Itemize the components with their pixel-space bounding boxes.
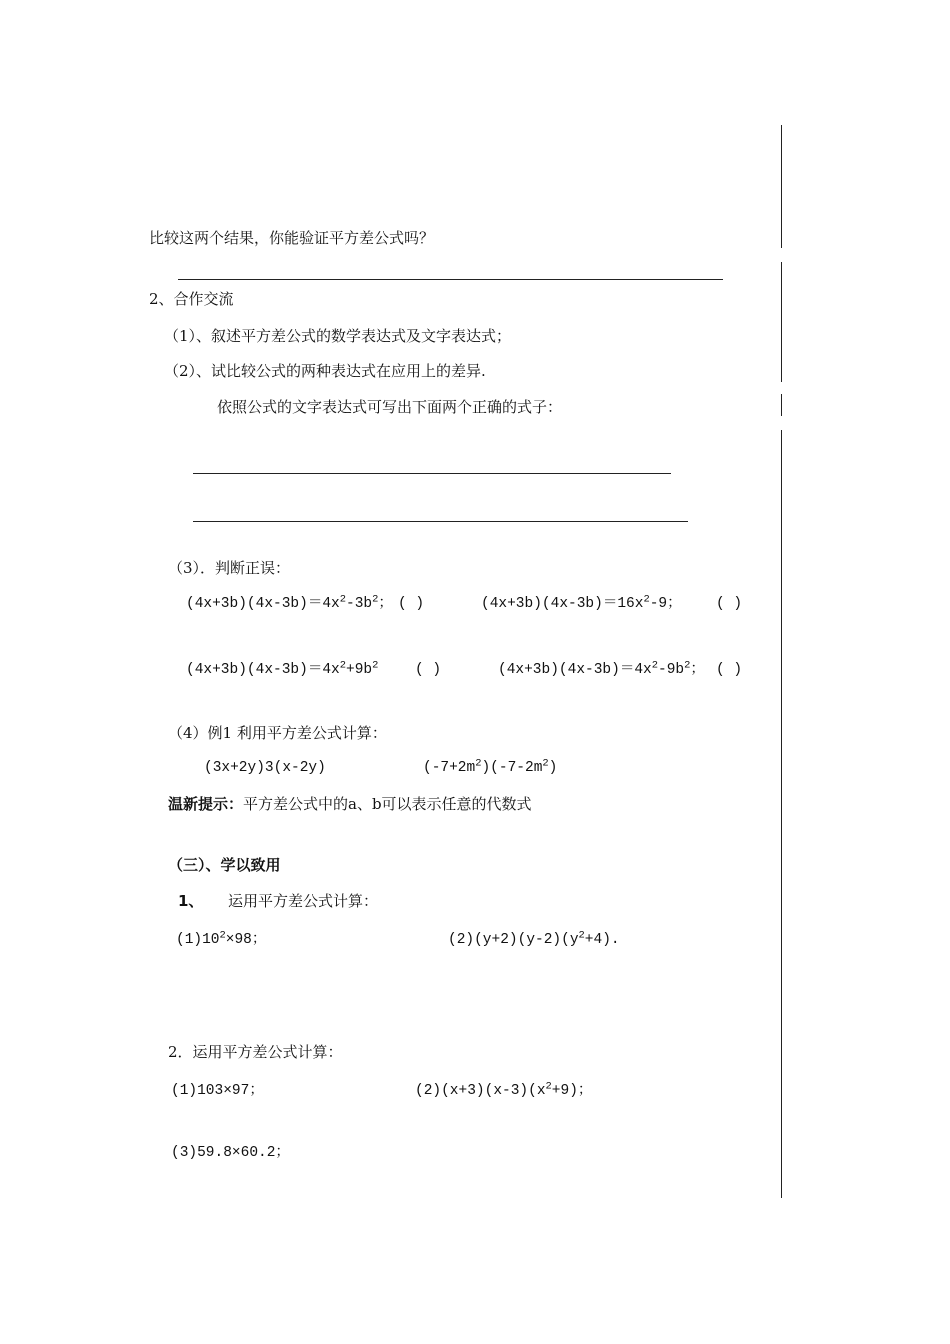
answer-line-2	[193, 473, 671, 474]
tip	[168, 794, 532, 814]
example-expression-a: (3x+2y)3(x-2y)	[204, 760, 326, 776]
q2-expression-c: (3)59.8×60.2；	[171, 1145, 290, 1161]
judge-answer-blank-1[interactable]: ( )	[398, 596, 425, 612]
judge-expression-3: $(4x+3b)(4x-3b)=4x^2+9b^2$	[186, 659, 379, 678]
item3-label: （3）．判断正误：	[168, 559, 291, 577]
section2-heading: 2、合作交流	[149, 290, 234, 308]
judge-answer-blank-2[interactable]: ( )	[716, 596, 743, 612]
compare-question: 比较这两个结果，你能验证平方差公式吗？	[149, 229, 435, 247]
margin-rule-3	[781, 394, 782, 416]
q1-expression-a: $(1)10^2\times 98$；	[176, 929, 267, 948]
section3-heading: （三）、学以致用	[168, 856, 281, 874]
item4-label: （4）例1 利用平方差公式计算：	[168, 724, 387, 742]
judge-answer-blank-3[interactable]: ( )	[415, 662, 442, 678]
item2-text: （2）、试比较公式的两种表达式在应用上的差异.	[164, 362, 486, 380]
margin-rule-1	[781, 125, 782, 248]
judge-expression-2: $(4x+3b)(4x-3b)=16x^2-9$；	[481, 593, 682, 612]
example-expression-b: $(-7+2m^2)(-7-2m^2)$	[423, 757, 558, 776]
q2-expression-b: $(2)(x+3)(x-3)(x^2+9)$；	[415, 1080, 593, 1099]
answer-line-1	[178, 279, 723, 280]
tip-label: 温新提示：	[168, 795, 244, 813]
q1-expression-b: $(2)(y+2)(y-2)(y^2+4)$.	[448, 929, 620, 948]
instruction-text: 依照公式的文字表达式可写出下面两个正确的式子：	[217, 398, 563, 416]
item1-text: （1）、叙述平方差公式的数学表达式及文字表达式；	[164, 327, 512, 345]
margin-rule-4	[781, 430, 782, 1198]
q2-expression-a: (1)103×97；	[171, 1083, 264, 1099]
answer-line-3	[193, 521, 688, 522]
judge-answer-blank-4[interactable]: ( )	[716, 662, 743, 678]
q2-label: 2．运用平方差公式计算：	[168, 1043, 343, 1061]
q1-text: 运用平方差公式计算：	[228, 892, 379, 910]
q1-label: 1、	[178, 892, 204, 910]
margin-rule-2	[781, 262, 782, 382]
judge-expression-1: $(4x+3b)(4x-3b)=4x^2-3b^2$；	[186, 593, 393, 612]
judge-expression-4: $(4x+3b)(4x-3b)=4x^2-9b^2$；	[498, 659, 705, 678]
tip-text: 平方差公式中的a、b可以表示任意的代数式	[243, 795, 532, 813]
